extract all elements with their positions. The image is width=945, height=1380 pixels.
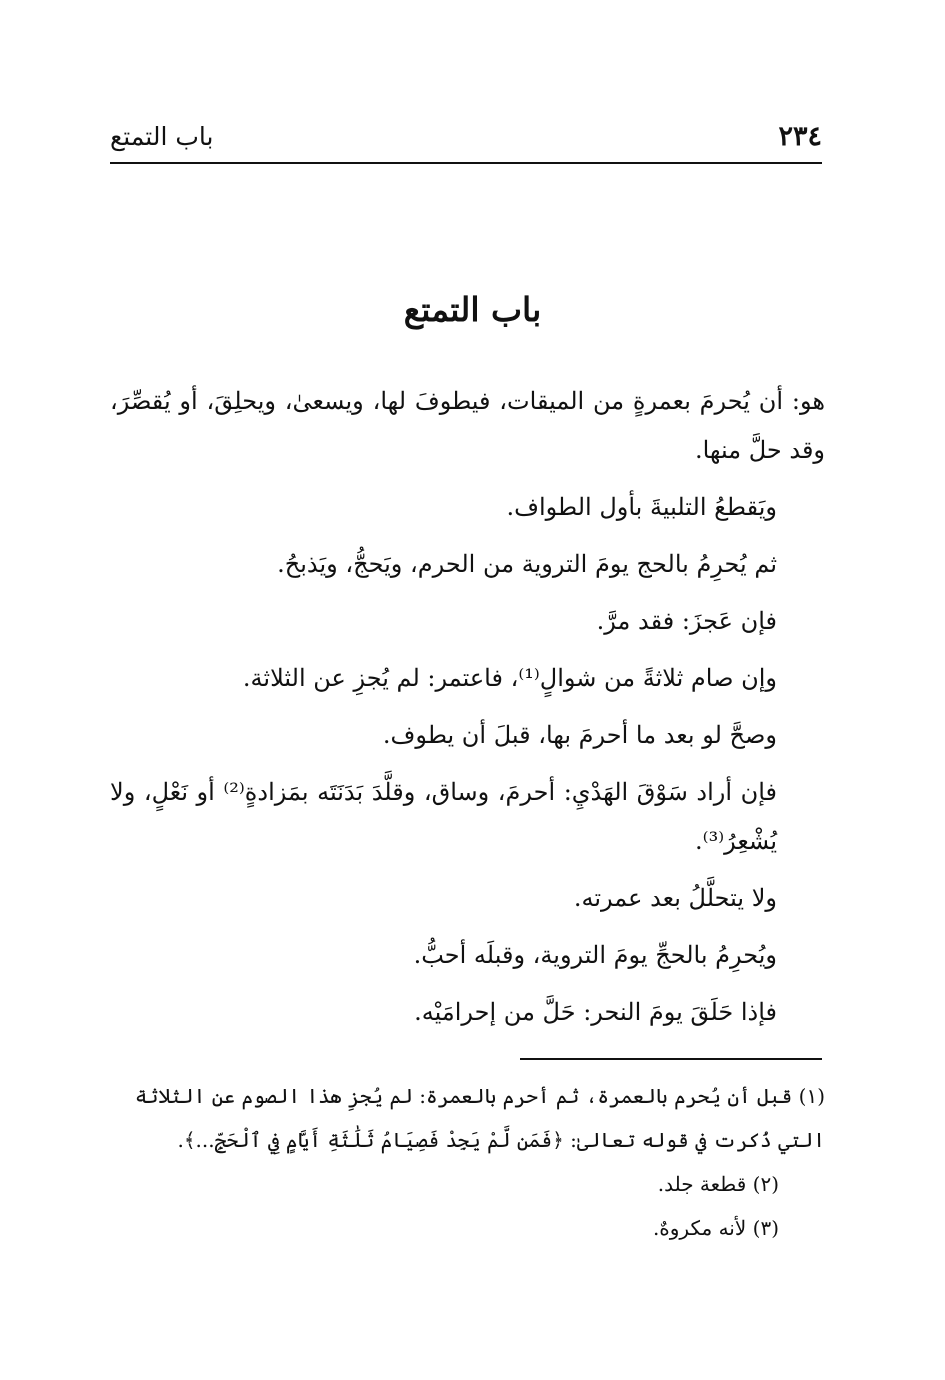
paragraph-hajj-ihram: ثم يُحرِمُ بالحج يومَ التروية من الحرم، ويَحجُّ، ويَذبحُ.: [277, 550, 777, 578]
footnote-3: (٣) لأنه مكروهٌ.: [652, 1216, 779, 1240]
running-header: [110, 112, 822, 164]
chapter-title: باب التمتع: [403, 290, 542, 329]
paragraph-talbiya: ويَقطعُ التلبيةَ بأول الطواف.: [506, 493, 777, 521]
paragraph-nahr: فإذا حَلَقَ يومَ النحر: حَلَّ من إحرامَيْه.: [414, 998, 777, 1026]
footnotes: [110, 1074, 825, 1250]
footnote-separator: [520, 1058, 822, 1060]
paragraph-definition: هو: أن يُحرمَ بعمرةٍ من الميقات، فيطوفَ لها، ويسعىٰ، ويحلِقَ، أو يُقصِّرَ، وقد حلَّ منها.: [110, 387, 825, 464]
footnote-2: (٢) قطعة جلد.: [657, 1172, 779, 1196]
page-number: ٢٣٤: [778, 121, 822, 152]
paragraph-validity: وصحَّ لو بعد ما أحرمَ بها، قبلَ أن يطوف.: [382, 721, 777, 749]
paragraph-hady: فإن أراد سَوْقَ الهَدْيِ: أحرمَ، وساق، وقلَّدَ بَدَنَتَه بمَزادةٍ⁽²⁾ أو نَعْلٍ، ولا يُشْعِرُ⁽³⁾.: [110, 778, 778, 855]
paragraph-no-release: ولا يتحلَّلُ بعد عمرته.: [573, 884, 777, 912]
body-text: [110, 377, 825, 1045]
paragraph-inability: فإن عَجزَ: فقد مرَّ.: [596, 607, 777, 635]
running-title: باب التمتع: [110, 122, 214, 151]
paragraph-tarwiya: ويُحرِمُ بالحجِّ يومَ التروية، وقبلَه أحبُّ.: [413, 941, 777, 969]
paragraph-fasting-shawwal: وإن صام ثلاثةً من شوالٍ⁽¹⁾، فاعتمر: لم يُجزِ عن الثلاثة.: [242, 664, 777, 692]
footnote-1: (١) قبل أن يُحرم بالعمرة، ثم أحرم بالعمرة: لم يُجزِ هذا الصوم عن الثلاثة التي ذُكرت في قوله تعالىٰ: ﴿فَمَن لَّمْ يَجِدْ فَصِيَامُ ثَلَٰثَةِ أَيَّامٍ فِي ٱلْحَجِّ...﴾.: [135, 1084, 825, 1152]
